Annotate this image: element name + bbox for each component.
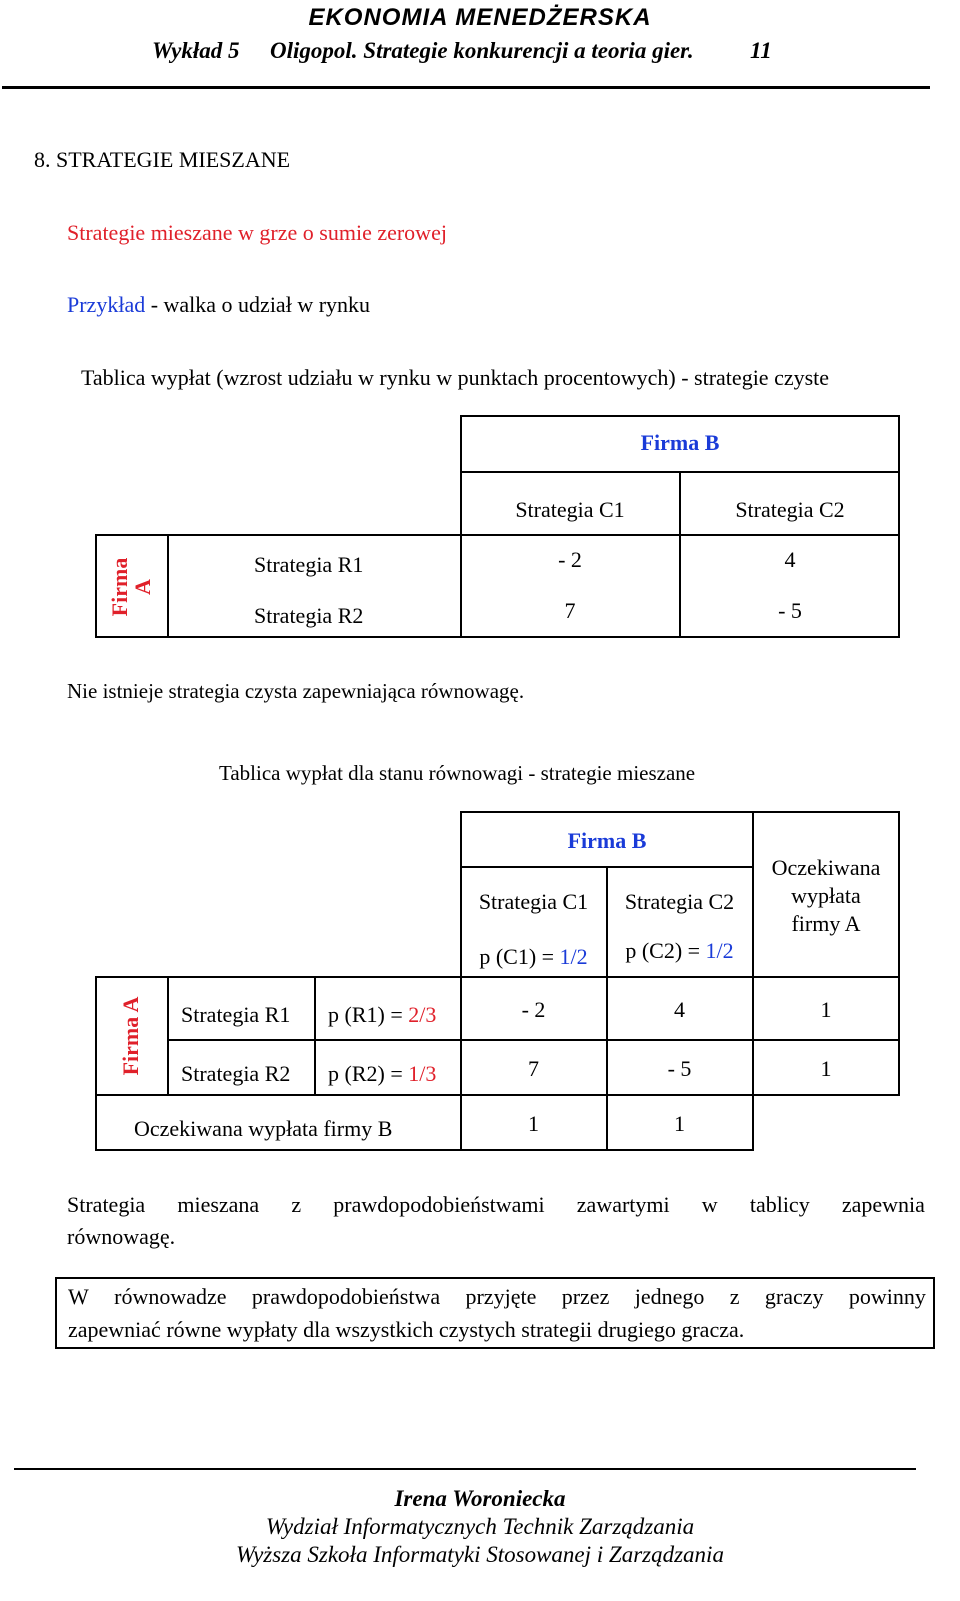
example-label: Przykład bbox=[67, 292, 146, 317]
table1-firm-a bbox=[108, 527, 154, 647]
course-title: EKONOMIA MENEDŻERSKA bbox=[308, 4, 652, 31]
table2-firm-a: Firma A bbox=[118, 996, 143, 1076]
table-line bbox=[167, 534, 169, 638]
table-line bbox=[95, 1094, 900, 1096]
table2-row-r2: Strategia R2 bbox=[181, 1061, 291, 1086]
table2-r2-expected: 1 bbox=[820, 1056, 832, 1081]
prob-c2-prefix: p (C2) = bbox=[625, 938, 706, 963]
header-rule bbox=[2, 86, 930, 89]
table1-r1c2: 4 bbox=[784, 547, 796, 572]
table-line bbox=[460, 415, 900, 417]
boxed-note-word: graczy bbox=[764, 1284, 824, 1309]
conclusion-word: mieszana bbox=[177, 1192, 260, 1217]
section-heading: 8. STRATEGIE MIESZANE bbox=[34, 147, 291, 172]
footer-faculty: Wydział Informatycznych Technik Zarządzania bbox=[265, 1514, 695, 1539]
table-line bbox=[95, 1149, 754, 1151]
table2-row-r1: Strategia R1 bbox=[181, 1002, 291, 1027]
boxed-note-word: przez bbox=[561, 1284, 610, 1309]
prob-c1-prefix: p (C1) = bbox=[479, 944, 560, 969]
table1-r2c2: - 5 bbox=[778, 598, 802, 623]
table2-expected-b-label: Oczekiwana wypłata firmy B bbox=[134, 1116, 393, 1141]
example-text: - walka o udział w rynku bbox=[145, 292, 371, 317]
expected-a-line1: Oczekiwana bbox=[771, 855, 881, 880]
footer-rule bbox=[14, 1468, 916, 1470]
table2-col-c1: Strategia C1 bbox=[478, 889, 589, 914]
table2-r2c2: - 5 bbox=[667, 1056, 692, 1081]
footer-author: Irena Woroniecka bbox=[394, 1486, 566, 1511]
conclusion-paragraph bbox=[67, 1192, 925, 1250]
boxed-note-word: z bbox=[729, 1284, 740, 1309]
boxed-note-word: powinny bbox=[848, 1284, 926, 1309]
table1-firm-a-line1: Firma bbox=[107, 557, 132, 617]
lecture-number: Wykład 5 bbox=[152, 38, 240, 63]
expected-a-line2: wypłata bbox=[791, 883, 861, 908]
table2-expected-b-c2: 1 bbox=[674, 1111, 685, 1136]
boxed-note bbox=[55, 1277, 935, 1349]
boxed-note-line2: zapewniać równe wypłaty dla wszystkich czystych strategii drugiego gracza. bbox=[68, 1317, 745, 1342]
table1-row-r2: Strategia R2 bbox=[254, 603, 364, 628]
lecture-header bbox=[152, 38, 772, 64]
table2-r2c1: 7 bbox=[528, 1056, 539, 1081]
table2-prob-c1 bbox=[460, 944, 607, 970]
table1-row-r1: Strategia R1 bbox=[254, 552, 364, 577]
table1-r2c1: 7 bbox=[564, 598, 576, 623]
boxed-note-word: jednego bbox=[634, 1284, 705, 1309]
boxed-note-text bbox=[68, 1284, 926, 1343]
table-line bbox=[167, 976, 169, 1096]
prob-r2-prefix: p (R2) = bbox=[328, 1061, 409, 1086]
section-subheading: Strategie mieszane w grze o sumie zerowej bbox=[67, 220, 447, 245]
lecture-topic: Oligopol. Strategie konkurencji a teoria gier. bbox=[270, 38, 694, 63]
table2-expected-b-c1: 1 bbox=[528, 1111, 539, 1136]
table2-r1c1: - 2 bbox=[521, 997, 546, 1022]
conclusion-word: tablicy bbox=[749, 1192, 810, 1217]
table-line bbox=[167, 1039, 900, 1041]
table1-firm-a-line2: A bbox=[130, 579, 155, 595]
prob-r1-value: 2/3 bbox=[408, 1002, 437, 1027]
table2-r1c2: 4 bbox=[674, 997, 685, 1022]
table2-caption: Tablica wypłat dla stanu równowagi - strategie mieszane bbox=[219, 761, 696, 785]
example-line bbox=[67, 292, 370, 318]
table1-firm-b: Firma B bbox=[640, 430, 720, 455]
conclusion-line2: równowagę. bbox=[67, 1224, 176, 1249]
table2-prob-c2 bbox=[606, 938, 753, 964]
conclusion-word: Strategia bbox=[67, 1192, 146, 1217]
table2-col-c2: Strategia C2 bbox=[624, 889, 735, 914]
table-line bbox=[460, 811, 900, 813]
table-line bbox=[314, 976, 316, 1096]
expected-a-line3: firmy A bbox=[791, 911, 861, 936]
table1-caption: Tablica wypłat (wzrost udziału w rynku w punktach procentowych) - strategie czyste bbox=[81, 365, 830, 390]
conclusion-word: prawdopodobieństwami bbox=[333, 1192, 545, 1217]
boxed-note-word: W bbox=[68, 1284, 89, 1309]
table1-col-c2: Strategia C2 bbox=[735, 497, 845, 522]
table-line bbox=[95, 534, 900, 536]
boxed-note-word: przyjęte bbox=[465, 1284, 537, 1309]
table-line bbox=[95, 976, 97, 1151]
prob-c2-value: 1/2 bbox=[705, 938, 734, 963]
conclusion-word: zapewnia bbox=[841, 1192, 925, 1217]
conclusion-word: zawartymi bbox=[576, 1192, 670, 1217]
prob-r1-prefix: p (R1) = bbox=[328, 1002, 409, 1027]
table1-r1c1: - 2 bbox=[558, 547, 582, 572]
table-line bbox=[95, 534, 97, 638]
table-line bbox=[460, 811, 462, 1151]
prob-c1-value: 1/2 bbox=[559, 944, 588, 969]
table-line bbox=[95, 976, 900, 978]
table1-col-c1: Strategia C1 bbox=[515, 497, 625, 522]
footer-school: Wyższa Szkoła Informatyki Stosowanej i Zarządzania bbox=[236, 1542, 724, 1567]
table2-expected-a-header bbox=[752, 854, 900, 938]
boxed-note-line1 bbox=[68, 1284, 926, 1310]
table2-prob-r2 bbox=[328, 1061, 436, 1087]
table2-r1-expected: 1 bbox=[820, 997, 832, 1022]
conclusion-word: z bbox=[291, 1192, 302, 1217]
conclusion-line1 bbox=[67, 1192, 925, 1218]
boxed-note-word: prawdopodobieństwa bbox=[251, 1284, 441, 1309]
boxed-note-word: równowadze bbox=[114, 1284, 227, 1309]
table2-prob-r1 bbox=[328, 1002, 436, 1028]
table2-firm-b: Firma B bbox=[567, 828, 647, 853]
no-equilibrium-note: Nie istnieje strategia czysta zapewniająca równowagę. bbox=[67, 679, 525, 703]
conclusion-word: w bbox=[701, 1192, 718, 1217]
prob-r2-value: 1/3 bbox=[408, 1061, 437, 1086]
table-line bbox=[95, 636, 900, 638]
page-number: 11 bbox=[750, 38, 772, 63]
